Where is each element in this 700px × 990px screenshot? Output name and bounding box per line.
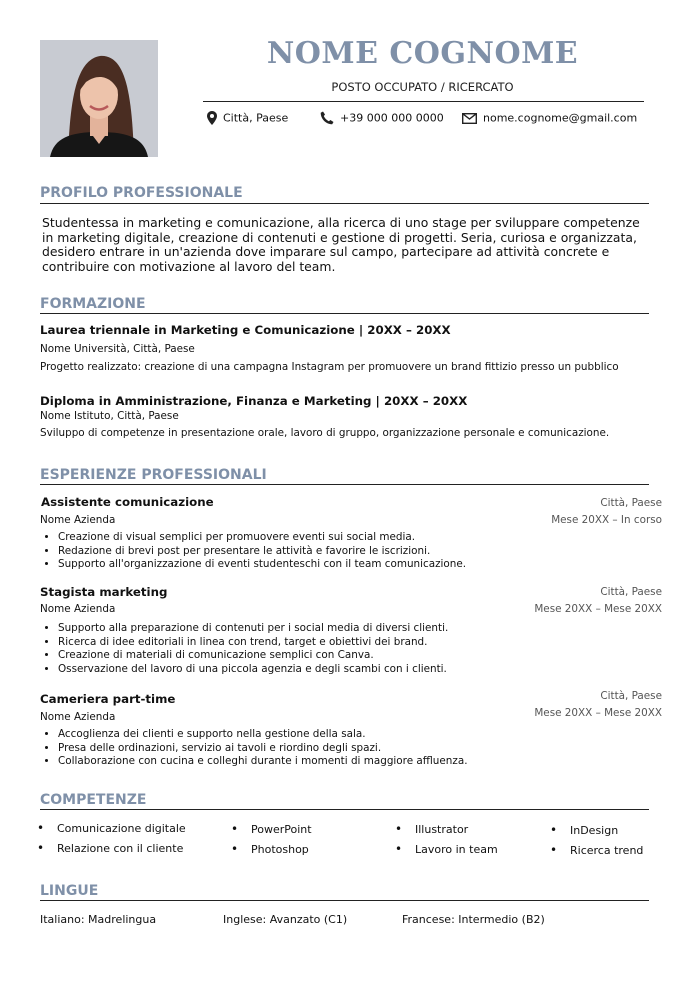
job-bullets — [40, 531, 466, 572]
skill-item: • InDesign — [570, 824, 618, 837]
list-item: • Creazione di visual semplici per promuovere eventi sui social media. — [58, 531, 466, 545]
list-item: • Collaborazione con cucina e colleghi durante i momenti di maggiore affluenza. — [58, 755, 468, 769]
contact-email — [462, 111, 637, 125]
section-divider — [40, 313, 649, 314]
skill-item: • Photoshop — [251, 843, 309, 856]
section-title-skills: COMPETENZE — [40, 792, 147, 808]
skill-item: • PowerPoint — [251, 823, 312, 836]
job-role: Cameriera part-time — [40, 692, 176, 706]
education-degree: Laurea triennale in Marketing e Comunicazione | 20XX – 20XX — [40, 323, 451, 337]
section-divider — [40, 203, 649, 204]
job-bullets — [40, 728, 468, 769]
contact-location — [207, 111, 288, 125]
list-item: • Accoglienza dei clienti e supporto nella gestione della sala. — [58, 728, 468, 742]
profile-text: Studentessa in marketing e comunicazione, alla ricerca di uno stage per sviluppare competenze in marketing digitale, creazione di contenuti e gestione di progetti. Seria, curiosa e organizzata, desidero entrare in un'azienda dove imparare sul campo, partecipare ad attività concrete e contribuire con motivazione al lavoro del team. — [42, 215, 640, 274]
job-dates: Mese 20XX – Mese 20XX — [534, 707, 662, 719]
job-role: Stagista marketing — [40, 585, 168, 599]
profile-photo — [40, 40, 158, 157]
list-item: • Supporto all'organizzazione di eventi studenteschi con il team comunicazione. — [58, 558, 466, 572]
job-title: POSTO OCCUPATO / RICERCATO — [331, 80, 514, 94]
education-school: Nome Istituto, Città, Paese — [40, 410, 179, 422]
section-title-experience: ESPERIENZE PROFESSIONALI — [40, 467, 267, 483]
job-location: Città, Paese — [600, 690, 662, 702]
contact-phone — [320, 111, 444, 125]
job-role: Assistente comunicazione — [41, 495, 214, 509]
section-title-education: FORMAZIONE — [40, 296, 146, 312]
list-item: • Presa delle ordinazioni, servizio ai tavoli e riordino degli spazi. — [58, 742, 468, 756]
job-location: Città, Paese — [600, 497, 662, 509]
list-item: • Ricerca di idee editoriali in linea con trend, target e obiettivi dei brand. — [58, 636, 448, 650]
job-company: Nome Azienda — [40, 603, 116, 615]
location-pin-icon — [207, 111, 217, 125]
job-dates: Mese 20XX – Mese 20XX — [534, 603, 662, 615]
job-company: Nome Azienda — [40, 514, 116, 526]
education-degree: Diploma in Amministrazione, Finanza e Marketing | 20XX – 20XX — [40, 394, 468, 408]
skill-item: • Illustrator — [415, 823, 468, 836]
education-detail: Sviluppo di competenze in presentazione orale, lavoro di gruppo, organizzazione personale e comunicazione. — [40, 427, 610, 439]
section-title-profile: PROFILO PROFESSIONALE — [40, 185, 243, 201]
language-item: Francese: Intermedio (B2) — [402, 913, 545, 926]
list-item: • Supporto alla preparazione di contenuti per i social media di diversi clienti. — [58, 622, 448, 636]
skill-item: • Relazione con il cliente — [57, 842, 183, 855]
phone-icon — [320, 111, 334, 125]
skill-item: • Ricerca trend — [570, 844, 643, 857]
section-divider — [40, 484, 649, 485]
skill-item: • Lavoro in team — [415, 843, 498, 856]
phone-text: +39 000 000 0000 — [340, 111, 444, 125]
envelope-icon — [462, 113, 477, 124]
candidate-name: NOME COGNOME — [266, 36, 579, 71]
language-item: Italiano: Madrelingua — [40, 913, 157, 926]
job-bullets — [40, 622, 448, 676]
section-divider — [40, 900, 649, 901]
language-item: Inglese: Avanzato (C1) — [223, 913, 348, 926]
job-location: Città, Paese — [600, 586, 662, 598]
list-item: • Redazione di brevi post per presentare le attività e favorire le iscrizioni. — [58, 545, 466, 559]
location-text: Città, Paese — [223, 111, 289, 125]
job-company: Nome Azienda — [40, 711, 116, 723]
section-title-languages: LINGUE — [40, 883, 99, 899]
section-divider — [40, 809, 649, 810]
education-school: Nome Università, Città, Paese — [40, 343, 195, 355]
list-item: • Creazione di materiali di comunicazione semplici con Canva. — [58, 649, 448, 663]
header-divider — [203, 101, 644, 102]
job-dates: Mese 20XX – In corso — [551, 514, 662, 526]
email-link[interactable]: nome.cognome@gmail.com — [483, 111, 638, 125]
list-item: • Osservazione del lavoro di una piccola agenzia e degli scambi con i clienti. — [58, 663, 448, 677]
education-detail: Progetto realizzato: creazione di una campagna Instagram per promuovere un brand fittizio presso un pubblico — [40, 361, 619, 373]
skill-item: • Comunicazione digitale — [57, 822, 186, 835]
